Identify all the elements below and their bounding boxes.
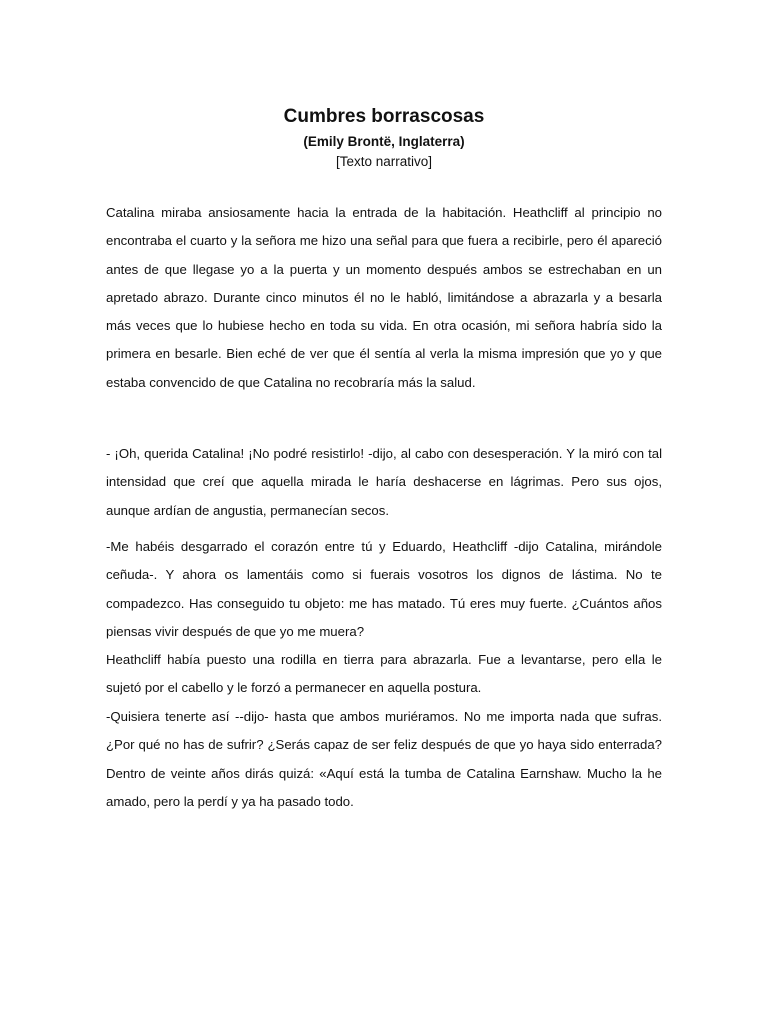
genre-line: [Texto narrativo] bbox=[335, 154, 433, 169]
paragraph-intro: Catalina miraba ansiosamente hacia la entrada de la habitación. Heathcliff al principio no encontraba el cuarto y la señora me hizo una señal para que fuera a recibirle, pero él apareció antes de que llegase yo a la puerta y un momento después ambos se estrechaban en un apretado abrazo. Durante cinco minutos él no le habló, limitándose a abrazarla y a besarla más veces que lo hubiese hecho en toda su vida. En otra ocasión, mi señora habría sido la primera en besarle. Bien eché de ver que él sentía al verla la misma impresión que yo y que estaba convencido de que Catalina no recobraría más la salud. bbox=[106, 205, 662, 390]
paragraph-dialogue-catalina: -Me habéis desgarrado el corazón entre tú y Eduardo, Heathcliff -dijo Catalina, mirándole ceñuda-. Y ahora os lamentáis como si fuerais vosotros los dignos de lástima. No te compadezco. Has conseguido tu objeto: me has matado. Tú eres muy fuerte. ¿Cuántos años piensas vivir después de que yo me muera? bbox=[106, 539, 662, 639]
paragraph-dialogue-heathcliff: - ¡Oh, querida Catalina! ¡No podré resistirlo! -dijo, al cabo con desesperación. Y la miró con tal intensidad que creí que aquella mirada le haría deshacerse en lágrimas. Pero sus ojos, aunque ardían de angustia, permanecían secos. bbox=[106, 446, 662, 518]
document-title: Cumbres borrascosas bbox=[283, 106, 485, 127]
paragraph-narration: Heathcliff había puesto una rodilla en tierra para abrazarla. Fue a levantarse, pero ella le sujetó por el cabello y le forzó a permanecer en aquella postura. bbox=[106, 652, 662, 696]
paragraph-dialogue-final: -Quisiera tenerte así --dijo- hasta que ambos muriéramos. No me importa nada que sufras. ¿Por qué no has de sufrir? ¿Serás capaz de ser feliz después de que yo haya sido enterrada? Dentro de veinte años dirás quizá: «Aquí está la tumba de Catalina Earnshaw. Mucho la he amado, pero la perdí y ya ha pasado todo. bbox=[106, 709, 662, 809]
author-line: (Emily Brontë, Inglaterra) bbox=[303, 134, 465, 149]
